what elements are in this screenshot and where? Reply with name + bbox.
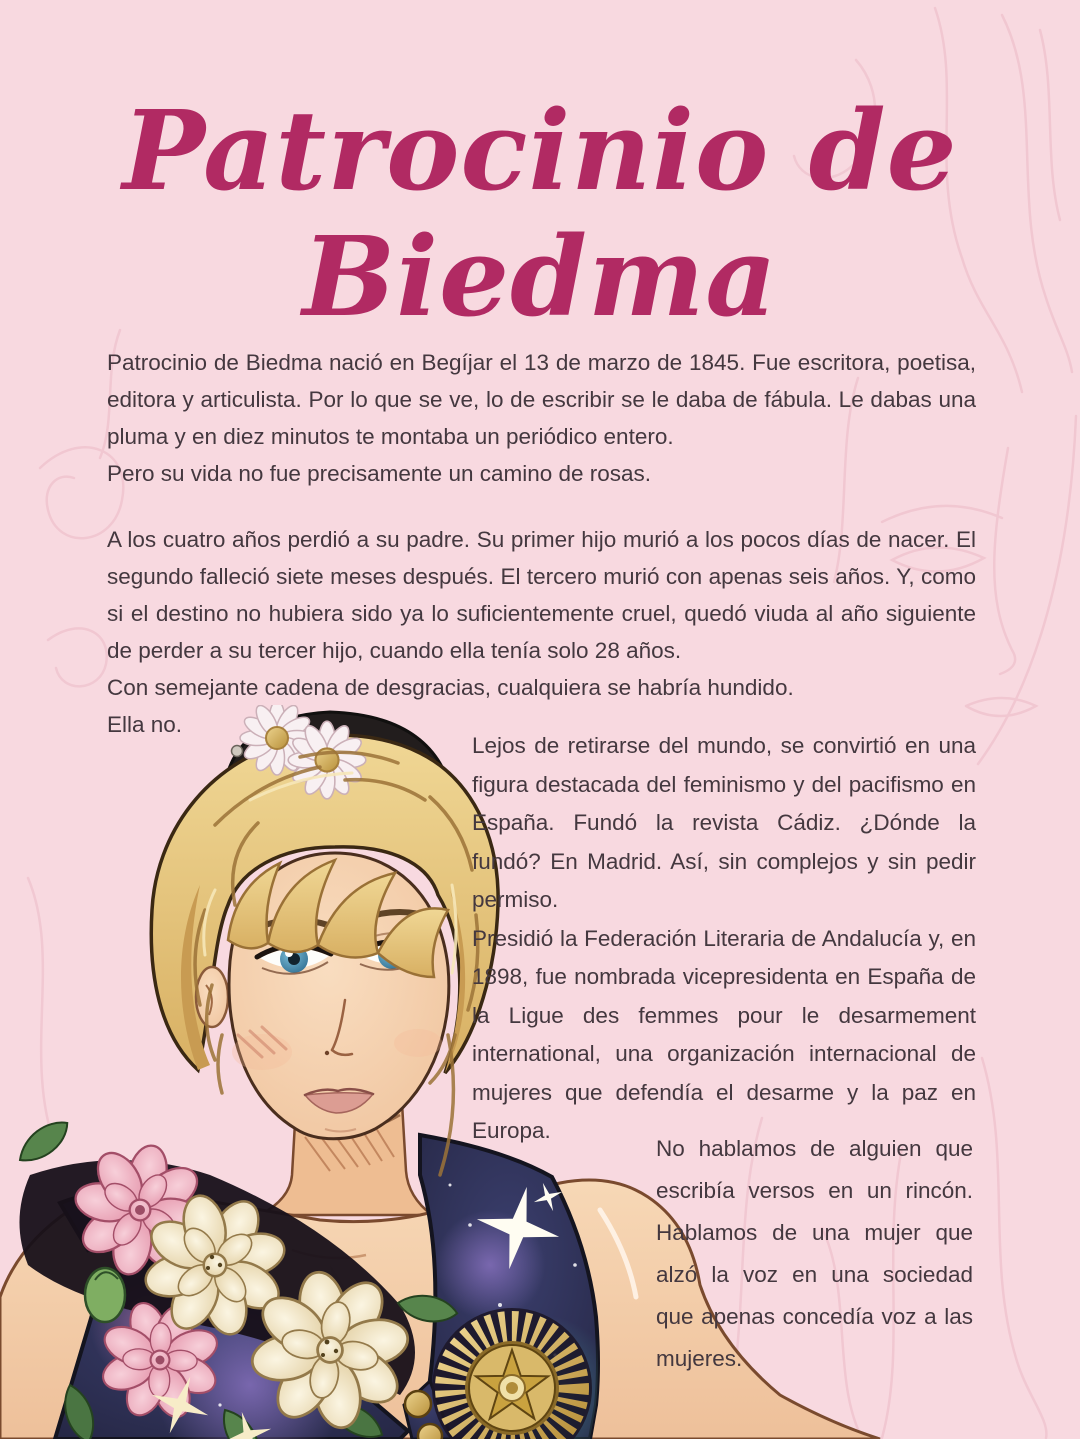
intro-paragraph-block <box>107 344 976 492</box>
hardships-paragraph-3: Ella no. <box>107 712 183 737</box>
hardships-paragraph-block <box>107 521 976 743</box>
legacy-paragraph-block <box>472 727 976 1151</box>
legacy-paragraph-2: Presidió la Federación Literaria de Andalucía y, en 1898, fue nombrada vicepresidenta en España de la Ligue des femmes pour le desarmement international, una organización internacional de mujeres que defendía el desarme y la paz en Europa. <box>472 925 976 1143</box>
hardships-paragraph-2: Con semejante cadena de desgracias, cualquiera se habría hundido. <box>107 675 794 700</box>
left-ear <box>196 967 228 1027</box>
right-cheek-blush <box>394 1029 442 1057</box>
page-title <box>0 85 1080 341</box>
title-line-1: Patrocinio de <box>122 85 958 215</box>
legacy-paragraph-1: Lejos de retirarse del mundo, se convirtió en una figura destacada del feminismo y del pacifismo en España. Fundó la revista Cádiz. ¿Dónde la fundó? En Madrid. Así, sin complejos y sin pedir permiso. <box>472 733 976 912</box>
hardships-paragraph-1: A los cuatro años perdió a su padre. Su primer hijo murió a los pocos días de nacer. El segundo falleció siete meses después. El tercero murió con apenas seis años. Y, como si el destino no hubiera sido ya lo suficientemente cruel, quedó viuda al año siguiente de perder a su tercer hijo, cuando ella tenía solo 28 años. <box>107 527 976 663</box>
flower-bud <box>85 1268 125 1322</box>
title-line-2: Biedma <box>302 211 778 341</box>
closing-paragraph-1: No hablamos de alguien que escribía versos en un rincón. Hablamos de una mujer que alzó la voz en una sociedad que apenas concedía voz a las mujeres. <box>656 1136 973 1371</box>
closing-paragraph-block <box>656 1128 973 1380</box>
intro-paragraph-2: Pero su vida no fue precisamente un camino de rosas. <box>107 461 652 486</box>
intro-paragraph-1: Patrocinio de Biedma nació en Begíjar el 13 de marzo de 1845. Fue escritora, poetisa, editora y articulista. Por lo que se ve, lo de escribir se le daba de fábula. Le dabas una pluma y en diez minutos te montaba un periódico entero. <box>107 350 976 449</box>
